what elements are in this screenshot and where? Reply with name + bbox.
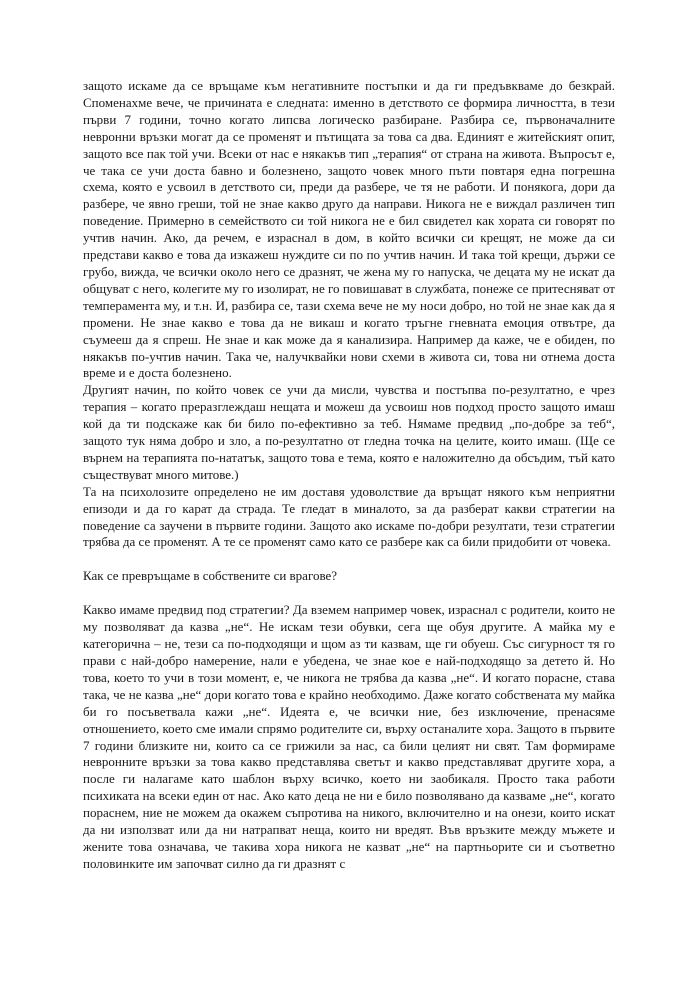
body-paragraph-1: защото искаме да се връщаме към негативните постъпки и да ги предъвкваме до безкрай. Споменахме вече, че причината е следната: именно в детството се формира личността, в тези първи 7 години, точно когато липсва логическо разбиране. Разбира се, първоначалните невронни връзки могат да се променят и пътищата за това са два. Единият е житейският опит, защото все пак той учи. Всеки от нас е някакъв тип „терапия“ от страна на живота. Въпросът е, че така се учи доста бавно и болезнено, защото човек много пъти повтаря една погрешна схема, която е усвоил в детството си, преди да разбере, че тя не работи. И понякога, дори да разбере, че явно греши, той не знае какво друго да направи. Никога не е виждал различен тип поведение. Примерно в семейството си той никога не е бил свидетел как хората си говорят по учтив начин. Ако, да речем, е израснал в дом, в който всички си крещят, не може да си представи какво е това да изкажеш нуждите си по по учтив начин. И така той крещи, държи се грубо, вижда, че всички около него се дразнят, че жена му го напуска, че децата му не искат да общуват с него, колегите му го изолират, не го повишават в службата, понеже се притесняват от темперамента му, и т.н. И, разбира се, тази схема вече не му носи добро, но той не знае как да я промени. Не знае какво е това да не викаш и когато тръгне гневната емоция отвътре, да съумееш да я спреш. Не знае и как може да я канализира. Например да каже, че е обиден, по някакъв по-учтив начин. Така че, налучквайки нови схеми в живота си, това ни отнема доста време и е доста болезнено. xyxy=(83,78,615,381)
body-paragraph-2: Другият начин, по който човек се учи да мисли, чувства и постъпва по-резултатно, е чрез терапия – когато преразглеждаш нещата и можеш да усвоиш нов подход просто защото имаш кой да ти подскаже как би било по-ефективно за теб. Нямаме предвид „по-добре за теб“, защото тук няма добро и зло, а по-резултатно от гледна точка на целите, които имаш. (Ще се върнем на терапията по-нататък, защото това е тема, която е наложително да обсъдим, тъй като съществуват много митове.) xyxy=(83,382,615,482)
body-paragraph-3: Та на психолозите определено не им доставя удоволствие да връщат някого към неприятни епизоди и да го карат да страда. Те гледат в миналото, за да разберат какви стратегии на поведение са заучени в първите години. Защото ако искаме по-добри резултати, тези стратегии трябва да се променят. А те се променят само като се разбере как са били придобити от човека. xyxy=(83,483,615,550)
document-body xyxy=(83,78,615,873)
body-paragraph-4: Какво имаме предвид под стратегии? Да вземем например човек, израснал с родители, които не му позволяват да казва „не“. Не искам тези обувки, сега ще обуя другите. А майка му е категорична – не, тези са по-подходящи и щом аз ти казвам, ще ги обуеш. Със сигурност тя го прави с най-добро намерение, нали е убедена, че знае кое е най-подходящо за детето й. Но това, което то учи в този момент, е, че никога не трябва да казва „не“. И когато порасне, става така, че не казва „не“ дори когато това е крайно необходимо. Даже когато собствената му майка би го посъветвала кажи „не“. Идеята е, че всички ние, без изключение, пренасяме отношението, което сме имали спрямо родителите си, върху останалите хора. Защото в първите 7 години близките ни, които са се грижили за нас, са били целият ни свят. Там формираме невронните връзки за това какво представлява светът и какво представляват другите хора, а после ги налагаме като шаблон върху всичко, което ни заобикаля. Просто така работи психиката на всеки един от нас. Ако като деца не ни е било позволявано да казваме „не“, когато пораснем, ние не можем да окажем съпротива на никого, включително и на онези, които искат да ни използват или да ни натрапват неща, които ни вредят. Във връзките между мъжете и жените това означава, че такива хора никога не казват „не“ на партньорите си и съответно половинките им започват силно да ги дразнят с xyxy=(83,602,615,871)
section-heading: Как се превръщаме в собствените си врагове? xyxy=(83,568,338,584)
